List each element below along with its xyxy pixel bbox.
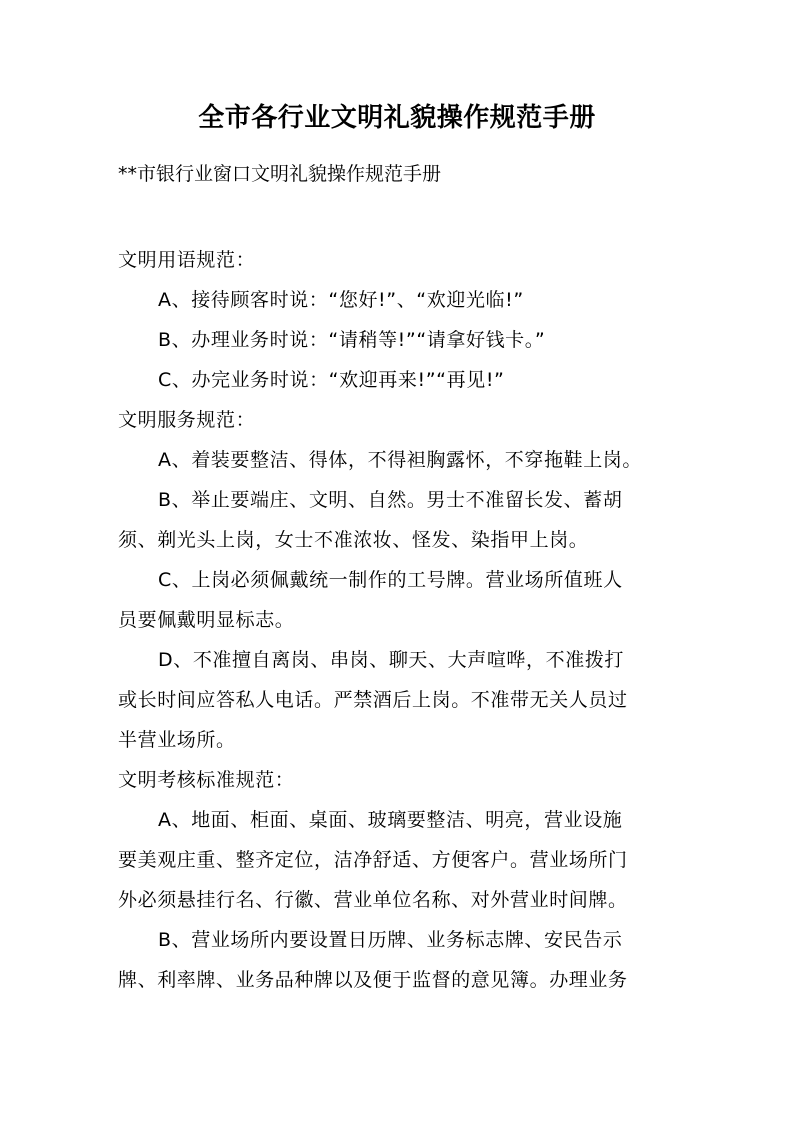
section-heading-assessment-standard: 文明考核标准规范： <box>118 769 295 791</box>
section-heading-civil-language: 文明用语规范： <box>118 249 256 271</box>
paragraph-line: 须、剃光头上岗，女士不准浓妆、怪发、染指甲上岗。 <box>118 529 589 551</box>
document-body <box>118 240 688 1000</box>
section-heading-civil-service: 文明服务规范： <box>118 409 256 431</box>
paragraph-line: B、举止要端庄、文明、自然。男士不准留长发、蓄胡 <box>158 489 623 511</box>
paragraph-line: A、着装要整洁、得体，不得袒胸露怀，不穿拖鞋上岗。 <box>158 449 642 471</box>
paragraph-line: A、地面、柜面、桌面、玻璃要整洁、明亮，营业设施 <box>158 809 623 831</box>
document-title: 全市各行业文明礼貌操作规范手册 <box>198 103 596 133</box>
paragraph-line: 外必须悬挂行名、行徽、营业单位名称、对外营业时间牌。 <box>118 889 628 911</box>
paragraph-line: B、办理业务时说：“请稍等!”“请拿好钱卡。” <box>158 329 546 351</box>
paragraph-line: C、上岗必须佩戴统一制作的工号牌。营业场所值班人 <box>158 569 623 591</box>
paragraph-line: C、办完业务时说：“欢迎再来!”“再见!” <box>158 369 505 391</box>
paragraph-line: 要美观庄重、整齐定位，洁净舒适、方便客户。营业场所门 <box>118 849 628 871</box>
paragraph-line: A、接待顾客时说：“您好!”、“欢迎光临!” <box>158 289 524 311</box>
document-subtitle: **市银行业窗口文明礼貌操作规范手册 <box>118 163 442 185</box>
paragraph-line: 半营业场所。 <box>118 729 236 751</box>
paragraph-line: D、不准擅自离岗、串岗、聊天、大声喧哗，不准拨打 <box>158 649 625 671</box>
paragraph-line: 或长时间应答私人电话。严禁酒后上岗。不准带无关人员过 <box>118 689 628 711</box>
paragraph-line: 员要佩戴明显标志。 <box>118 609 295 631</box>
paragraph-line: B、营业场所内要设置日历牌、业务标志牌、安民告示 <box>158 929 623 951</box>
paragraph-line: 牌、利率牌、业务品种牌以及便于监督的意见簿。办理业务 <box>118 969 628 991</box>
